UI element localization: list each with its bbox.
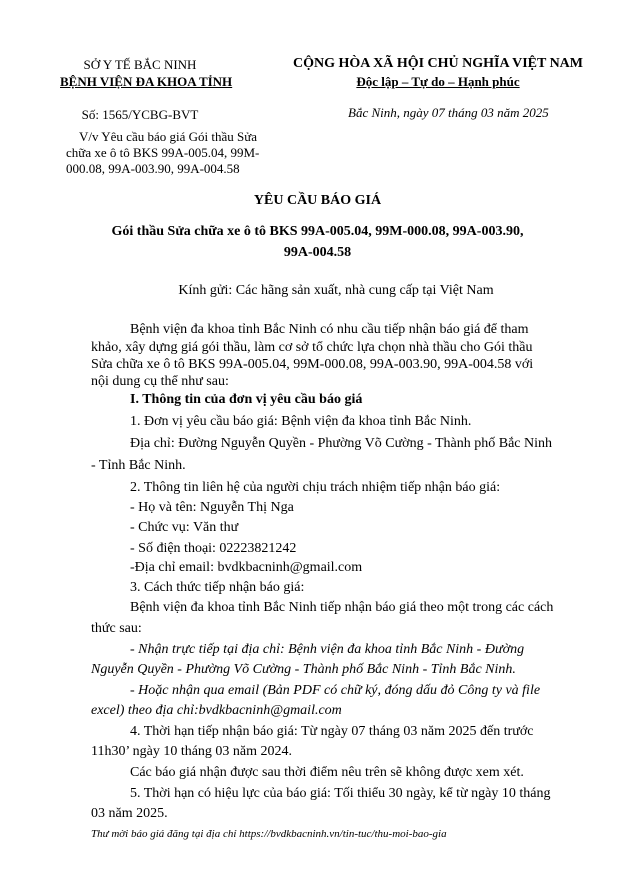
contact-position: - Chức vụ: Văn thư (130, 520, 239, 535)
nation-title: CỘNG HÒA XÃ HỘI CHỦ NGHĨA VIỆT NAM (292, 56, 583, 71)
direct-submission-line-1: - Nhận trực tiếp tại địa chỉ: Bệnh viện đa khoa tỉnh Bắc Ninh - Đường (130, 642, 525, 657)
requesting-unit: 1. Đơn vị yêu cầu báo giá: Bệnh viện đa khoa tỉnh Bắc Ninh. (130, 414, 472, 429)
late-submission-note: Các báo giá nhận được sau thời điểm nêu trên sẽ không được xem xét. (130, 765, 524, 780)
department-name: SỞ Y TẾ BẮC NINH (83, 57, 197, 72)
recipient: Kính gửi: Các hãng sản xuất, nhà cung cấp tại Việt Nam (178, 283, 494, 298)
validity-line-2: 03 năm 2025. (91, 806, 168, 821)
subject-line-2: chữa xe ô tô BKS 99A-005.04, 99M- (66, 145, 260, 160)
intro-line-3: Sửa chữa xe ô tô BKS 99A-005.04, 99M-000.08, 99A-003.90, 99A-004.58 với (91, 357, 534, 372)
subtitle-line-1: Gói thầu Sửa chữa xe ô tô BKS 99A-005.04, 99M-000.08, 99A-003.90, (111, 224, 524, 239)
footer-note: Thư mời báo giá đăng tại địa chỉ https://bvdkbacninh.vn/tin-tuc/thu-moi-bao-gia (91, 828, 447, 840)
subject-line-1: V/v Yêu cầu báo giá Gói thầu Sửa (79, 129, 258, 144)
contact-heading: 2. Thông tin liên hệ của người chịu trách nhiệm tiếp nhận báo giá: (130, 480, 501, 495)
method-intro-line-1: Bệnh viện đa khoa tỉnh Bắc Ninh tiếp nhận báo giá theo một trong các cách (130, 600, 554, 615)
contact-email: -Địa chỉ email: bvdkbacninh@gmail.com (130, 560, 363, 575)
subject-line-3: 000.08, 99A-003.90, 99A-004.58 (66, 161, 240, 176)
issue-date: Bắc Ninh, ngày 07 tháng 03 năm 2025 (348, 105, 549, 120)
direct-submission-line-2: Nguyễn Quyền - Phường Võ Cường - Thành phố Bắc Ninh - Tỉnh Bắc Ninh. (91, 662, 516, 677)
address-line-2: - Tỉnh Bắc Ninh. (91, 458, 186, 473)
address-line-1: Địa chỉ: Đường Nguyễn Quyền - Phường Võ Cường - Thành phố Bắc Ninh (130, 436, 553, 451)
intro-line-2: khảo, xây dựng giá gói thầu, làm cơ sở tổ chức lựa chọn nhà thầu cho Gói thầu (91, 340, 533, 355)
deadline-line-1: 4. Thời hạn tiếp nhận báo giá: Từ ngày 07 tháng 03 năm 2025 đến trước (130, 724, 534, 739)
email-submission-line-2: excel) theo địa chỉ:bvdkbacninh@gmail.com (91, 703, 342, 718)
validity-line-1: 5. Thời hạn có hiệu lực của báo giá: Tối thiểu 30 ngày, kể từ ngày 10 tháng (130, 786, 551, 801)
national-motto: Độc lập – Tự do – Hạnh phúc (356, 74, 520, 89)
document-number: Số: 1565/YCBG-BVT (81, 107, 199, 122)
subtitle-line-2: 99A-004.58 (283, 245, 352, 260)
section-1-heading: I. Thông tin của đơn vị yêu cầu báo giá (130, 392, 363, 407)
intro-line-1: Bệnh viện đa khoa tỉnh Bắc Ninh có nhu cầu tiếp nhận báo giá để tham (130, 322, 529, 337)
hospital-name: BỆNH VIỆN ĐA KHOA TỈNH (60, 74, 233, 89)
contact-name: - Họ và tên: Nguyễn Thị Nga (130, 500, 294, 515)
method-intro-line-2: thức sau: (91, 621, 142, 636)
document-title: YÊU CẦU BÁO GIÁ (253, 193, 382, 208)
method-heading: 3. Cách thức tiếp nhận báo giá: (130, 580, 305, 595)
contact-phone: - Số điện thoại: 02223821242 (130, 541, 297, 556)
intro-line-4: nội dung cụ thể như sau: (91, 374, 229, 389)
deadline-line-2: 11h30’ ngày 10 tháng 03 năm 2024. (91, 744, 293, 759)
email-submission-line-1: - Hoặc nhận qua email (Bản PDF có chữ ký, đóng dấu đỏ Công ty và file (130, 683, 541, 698)
